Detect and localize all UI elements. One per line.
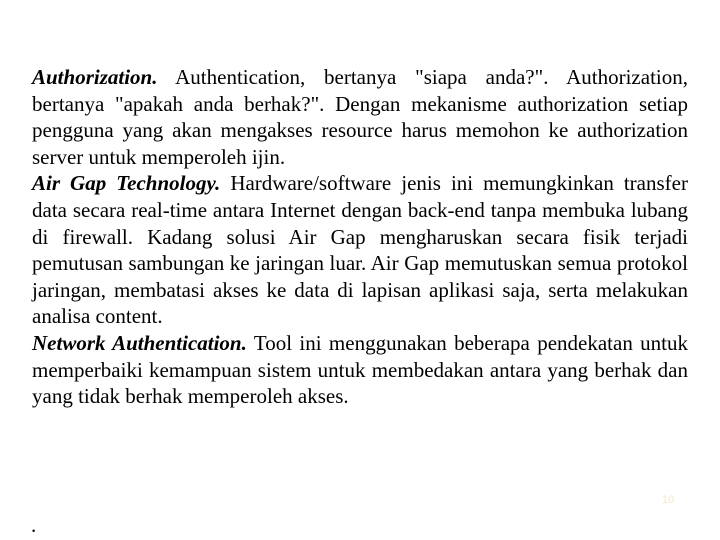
- paragraph-network-authentication-text: Tool ini menggunakan beberapa pendekatan untuk memperbaiki kemampuan sistem untuk membedakan antara yang berhak dan yang tidak berhak memperoleh akses.: [32, 330, 689, 409]
- term-network-authentication: Network Authentication.: [32, 330, 247, 355]
- term-authorization: Authorization.: [32, 65, 158, 89]
- document-body: [32, 64, 688, 410]
- paragraph-air-gap-text: Hardware/software jenis ini memungkinkan transfer data secara real-time antara Internet dengan back-end tanpa membuka lubang di firewall. Kadang solusi Air Gap mengharuskan secara fisik terjadi pemutusan sambungan ke jaringan luar. Air Gap memutuskan semua protokol jaringan, membatasi akses ke data di lapisan aplikasi saja, serta melakukan analisa content.: [32, 171, 688, 329]
- paragraph-authorization: [32, 64, 688, 170]
- paragraph-network-authentication: [32, 330, 688, 410]
- paragraph-air-gap: [32, 170, 688, 330]
- bottom-mark: .: [31, 513, 37, 537]
- page-number: 10: [662, 494, 675, 506]
- term-air-gap: Air Gap Technology.: [32, 171, 221, 196]
- paragraph-authorization-text: Authentication, bertanya "siapa anda?". Authorization, bertanya "apakah anda berhak?". Dengan mekanisme authorization setiap pengguna yang akan mengakses resource harus memohon ke authorization server untuk memperoleh ijin.: [32, 65, 688, 169]
